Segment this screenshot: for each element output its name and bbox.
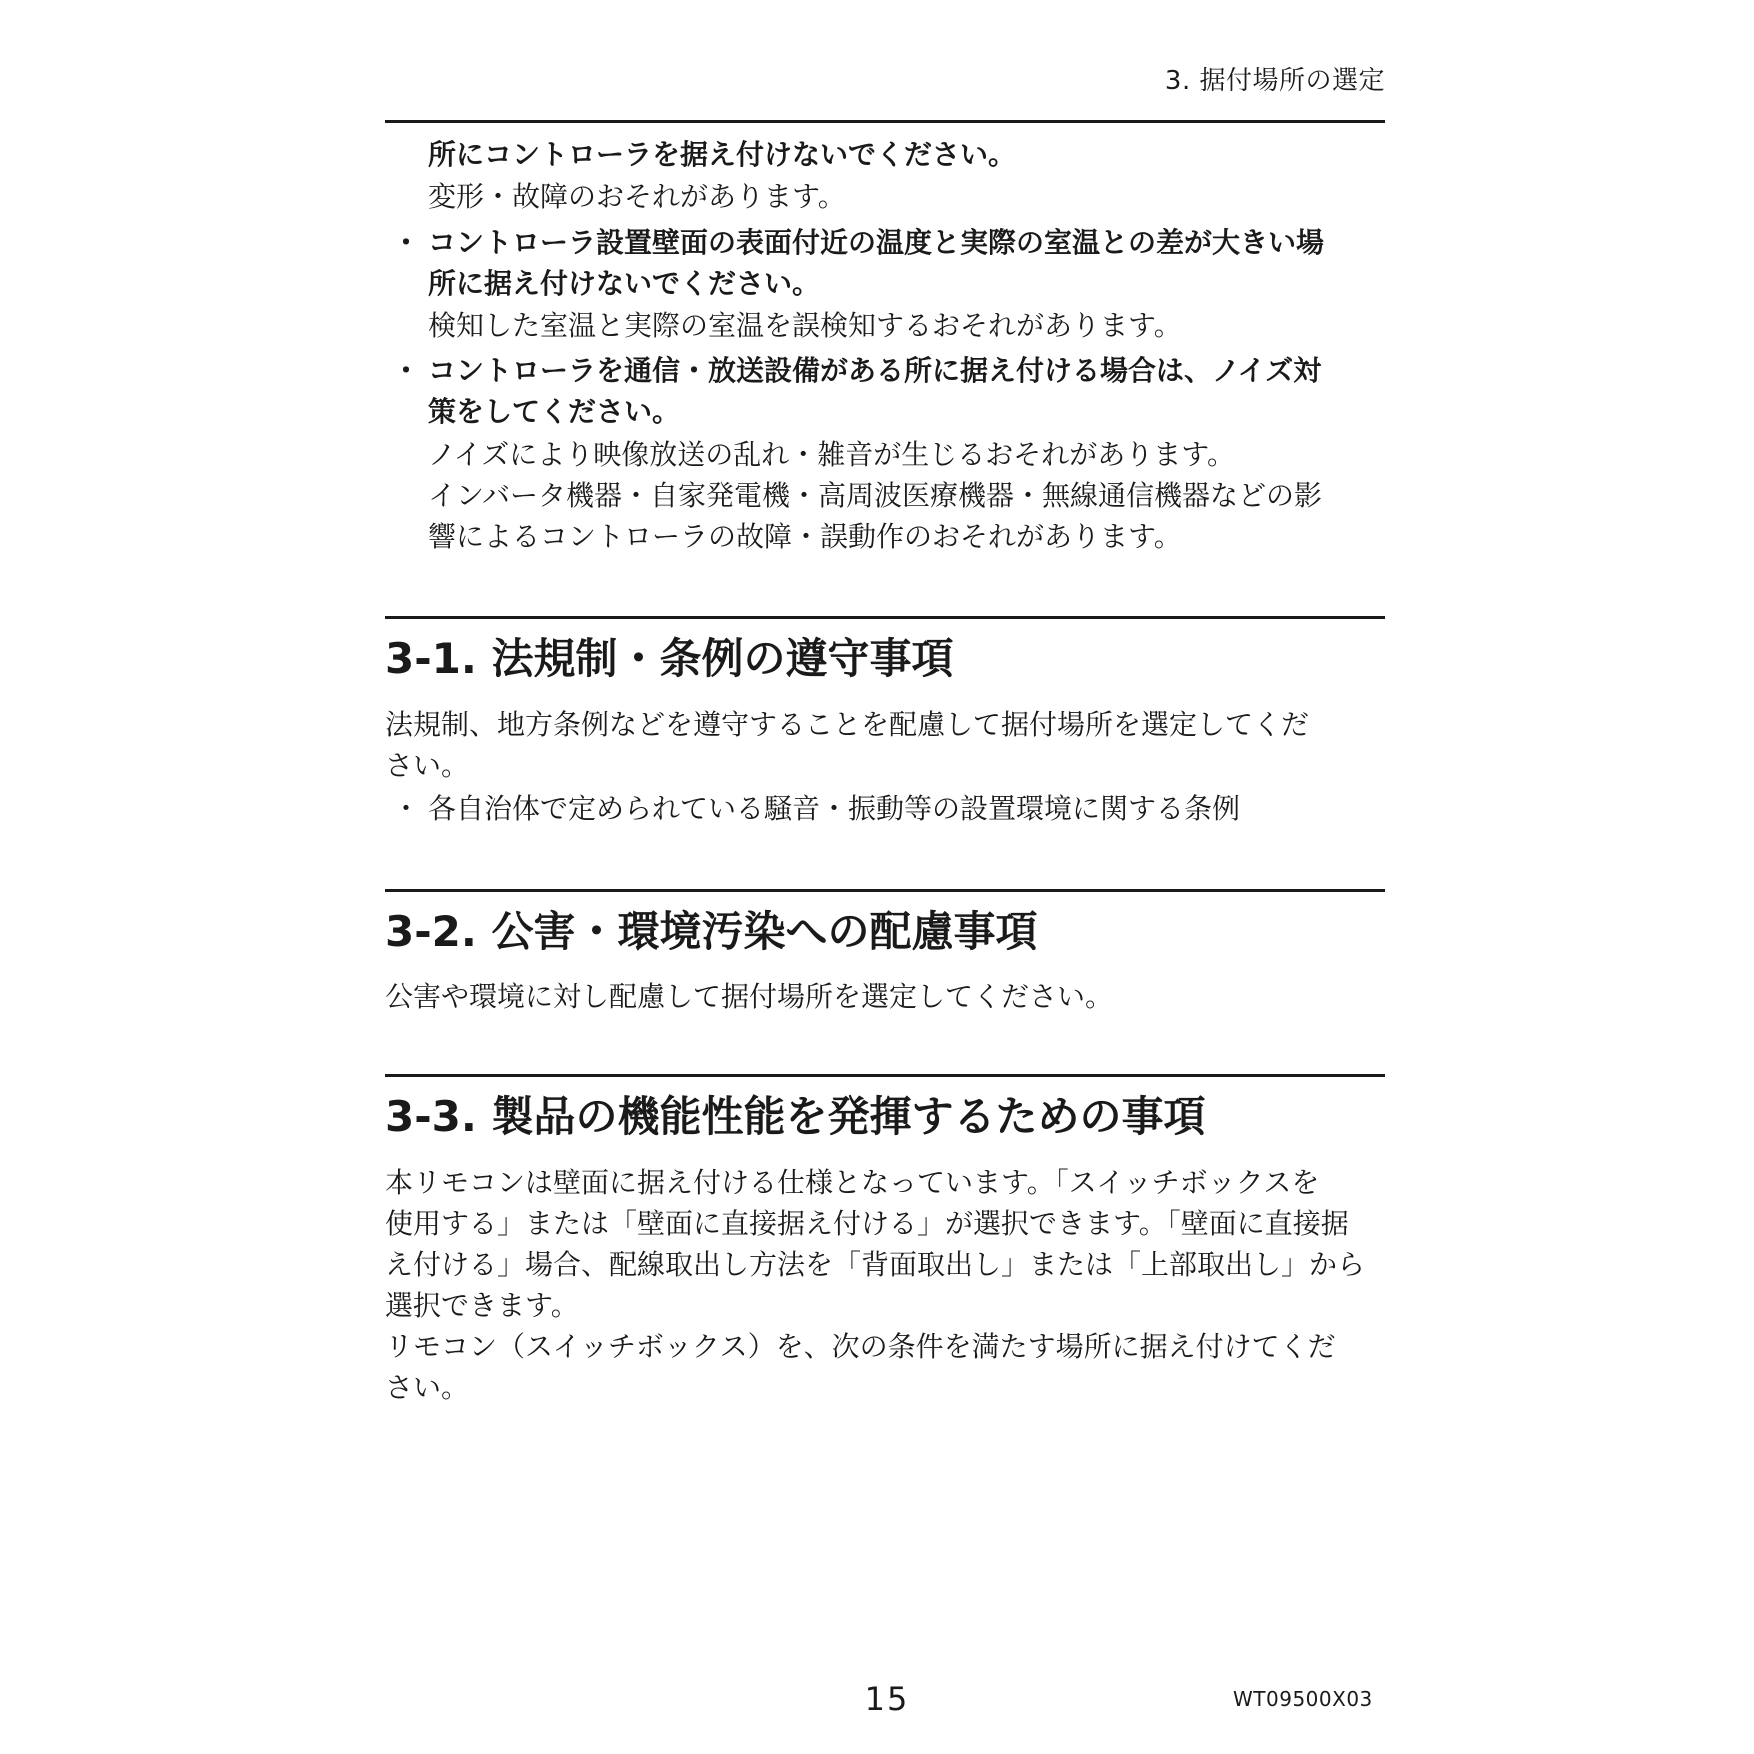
caution-item-line: 所に据え付けないでください。 xyxy=(428,267,821,300)
section-rule xyxy=(385,889,1385,892)
caution-note: 響によるコントローラの故障・誤動作のおそれがあります。 xyxy=(428,520,1182,553)
caution-note: ノイズにより映像放送の乱れ・雑音が生じるおそれがあります。 xyxy=(428,438,1235,471)
section-rule xyxy=(385,616,1385,619)
section-rule xyxy=(385,1074,1385,1077)
chapter-header: 3. 据付場所の選定 xyxy=(1164,66,1385,96)
section-heading-3-2: 3-2. 公害・環境汚染への配慮事項 xyxy=(385,907,1038,956)
section-body-line: え付ける」場合、配線取出し方法を「背面取出し」または「上部取出し」から xyxy=(385,1248,1366,1281)
section-body-line: さい。 xyxy=(385,749,470,782)
caution-continuation: 所にコントローラを据え付けないでください。 xyxy=(428,138,1017,171)
caution-note: インバータ機器・自家発電機・高周波医療機器・無線通信機器などの影 xyxy=(428,479,1323,512)
bullet-marker: ・ xyxy=(392,354,421,387)
section-body-line: 選択できます。 xyxy=(385,1289,579,1322)
section-body-line: 本リモコンは壁面に据え付ける仕様となっています。「スイッチボックスを xyxy=(385,1166,1320,1199)
page-number: 15 xyxy=(864,1680,910,1718)
section-body-line: 法規制、地方条例などを遵守することを配慮して据付場所を選定してくだ xyxy=(385,708,1310,741)
bullet-marker: ・ xyxy=(392,226,421,259)
caution-item-line: コントローラを通信・放送設備がある所に据え付ける場合は、ノイズ対 xyxy=(428,354,1322,387)
document-code: WT09500X03 xyxy=(1233,1687,1373,1711)
caution-note: 変形・故障のおそれがあります。 xyxy=(428,180,846,213)
section-body-line: さい。 xyxy=(385,1371,470,1404)
section-heading-3-1: 3-1. 法規制・条例の遵守事項 xyxy=(385,634,954,683)
caution-note: 検知した室温と実際の室温を誤検知するおそれがあります。 xyxy=(428,309,1182,342)
bullet-marker: ・ xyxy=(392,792,421,825)
section-heading-3-3: 3-3. 製品の機能性能を発揮するための事項 xyxy=(385,1092,1206,1141)
caution-item-line: コントローラ設置壁面の表面付近の温度と実際の室温との差が大きい場 xyxy=(428,226,1325,259)
header-rule xyxy=(385,120,1385,123)
caution-item-line: 策をしてください。 xyxy=(428,395,681,428)
section-body-line: 使用する」または「壁面に直接据え付ける」が選択できます。「壁面に直接据 xyxy=(385,1207,1349,1240)
section-body-line: 公害や環境に対し配慮して据付場所を選定してください。 xyxy=(385,980,1114,1013)
section-bullet-text: 各自治体で定められている騒音・振動等の設置環境に関する条例 xyxy=(428,792,1241,825)
section-body-line: リモコン（スイッチボックス）を、次の条件を満たす場所に据え付けてくだ xyxy=(385,1330,1336,1363)
